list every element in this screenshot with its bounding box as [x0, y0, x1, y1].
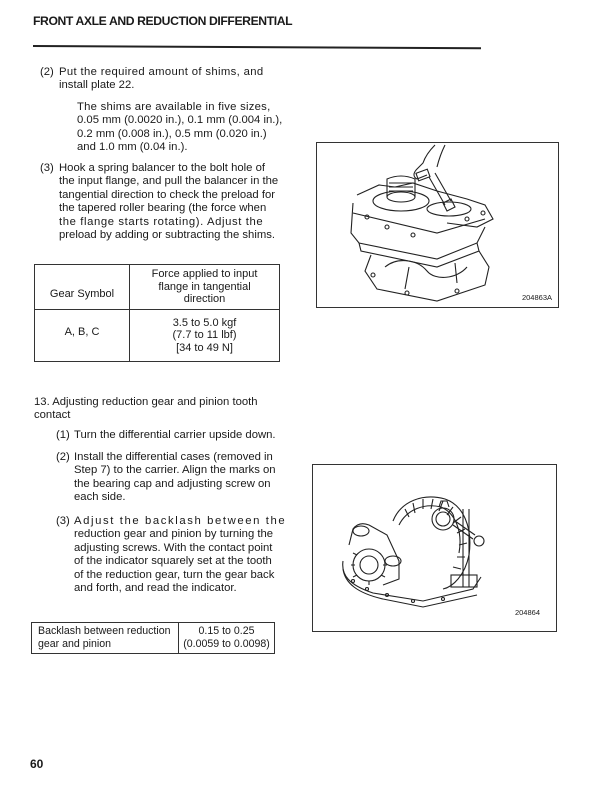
step-text-line: preload by adding or subtracting the shims.	[59, 229, 276, 242]
step-text-line: the bearing cap and adjusting screw on	[74, 477, 271, 490]
cell-force	[130, 310, 280, 362]
step-text-line: and forth, and read the indicator.	[74, 582, 237, 595]
step-text-line: the tapered roller bearing (the force when	[59, 202, 267, 215]
step-text-line: Turn the differential carrier upside down.	[74, 429, 276, 441]
note-line: and 1.0 mm (0.04 in.).	[77, 141, 188, 154]
step-text-line: install plate 22.	[59, 79, 135, 92]
note-line: 0.2 mm (0.008 in.), 0.5 mm (0.020 in.)	[77, 127, 267, 140]
table-row	[35, 310, 280, 362]
shim-sizes-note	[77, 101, 297, 155]
figure-id-label: 204864	[514, 608, 540, 617]
cell-text: 3.5 to 5.0 kgf	[172, 316, 237, 329]
heading-line: 13. Adjusting reduction gear and pinion tooth	[34, 396, 258, 408]
cell-text: A, B, C	[64, 326, 100, 339]
header-text: Force applied to input	[151, 268, 258, 281]
step-text-line: Hook a spring balancer to the bolt hole of	[59, 162, 265, 174]
section-13-heading	[34, 396, 294, 423]
page-number: 60	[30, 757, 44, 771]
step-text-line: each side.	[74, 491, 126, 504]
step-text-line: of the indicator squarely set at the tooth	[74, 555, 272, 568]
header-rule	[33, 45, 481, 49]
step-text-line: Adjust the backlash between the	[74, 515, 287, 527]
step-text-line: reduction gear and pinion by turning the	[74, 528, 274, 541]
step-text-line: Put the required amount of shims, and	[59, 66, 264, 78]
header-text: direction	[183, 293, 226, 306]
cell-text: [34 to 49 N]	[176, 341, 233, 354]
header-text: flange in tangential	[158, 280, 251, 293]
table-row	[32, 623, 275, 654]
figure-backlash-indicator	[312, 464, 557, 632]
cell-text: (0.0059 to 0.0098)	[183, 638, 270, 650]
header-text: Gear Symbol	[49, 287, 115, 300]
cell-backlash-label	[32, 623, 179, 654]
header-gear-symbol	[35, 265, 130, 310]
step-text-line: Step 7) to the carrier. Align the marks on	[74, 464, 276, 477]
page-header-title: FRONT AXLE AND REDUCTION DIFFERENTIAL	[33, 14, 293, 28]
step-3-preload	[40, 162, 290, 247]
differential-carrier-illustration	[317, 143, 558, 307]
cell-backlash-value	[179, 623, 275, 654]
step-text-line: of the reduction gear, turn the gear back	[74, 568, 275, 581]
step-text-line: adjusting screws. With the contact point	[74, 541, 273, 554]
heading-line: contact	[34, 409, 71, 422]
gear-and-dial-indicator-illustration	[313, 465, 556, 631]
figure-id-label: 204863A	[521, 293, 552, 302]
step-number: (3)	[56, 515, 70, 527]
cell-text: Backlash between reduction	[38, 625, 171, 638]
step-text-line: tangential direction to check the preload for	[59, 188, 276, 201]
cell-text: 0.15 to 0.25	[198, 625, 255, 638]
step-number: (3)	[40, 162, 54, 174]
step-2-shims	[40, 66, 290, 166]
step-text-line: Install the differential cases (removed in	[74, 451, 273, 463]
cell-text: gear and pinion	[38, 638, 112, 650]
header-force	[130, 265, 280, 310]
cell-gear-symbol	[35, 310, 130, 362]
step-number: (2)	[56, 451, 70, 463]
note-line: The shims are available in five sizes,	[77, 101, 271, 113]
step-text-line: the input flange, and pull the balancer in the	[59, 175, 279, 188]
cell-text: (7.7 to 11 lbf)	[172, 329, 237, 342]
step-text-line: the flange starts rotating). Adjust the	[59, 215, 264, 228]
step-number: (2)	[40, 66, 54, 78]
preload-spec-table	[34, 264, 280, 362]
note-line: 0.05 mm (0.0020 in.), 0.1 mm (0.004 in.),	[77, 114, 283, 127]
step-number: (1)	[56, 429, 70, 441]
figure-spring-balancer	[316, 142, 559, 308]
backlash-spec-table	[31, 622, 275, 654]
table-header-row	[35, 265, 280, 310]
